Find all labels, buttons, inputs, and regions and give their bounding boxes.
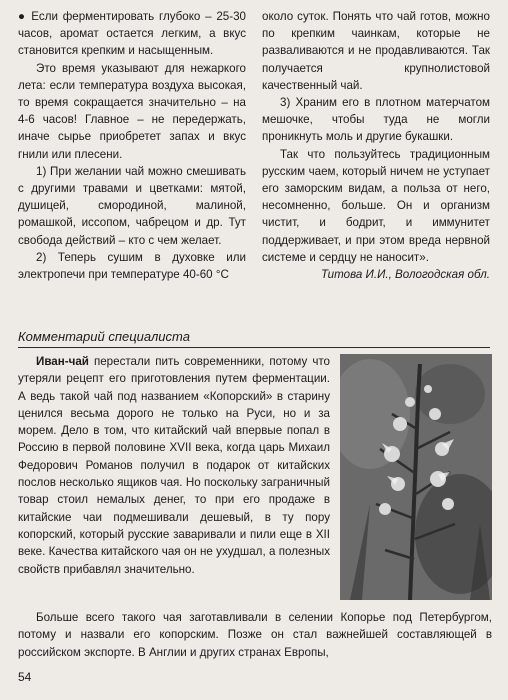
paragraph: около суток. Понять что чай готов, можно по крепким чаинкам, которые не разваливаются и не продавливаются. Так получается крупнолистовой качественный чай. <box>262 10 490 92</box>
fireweed-photo <box>340 354 492 600</box>
paragraph: 2) Теперь сушим в духовке или электропечи при температуре 40-60 °С <box>18 250 246 282</box>
paragraph: Так что пользуйтесь традиционным русским чаем, который ничем не уступает его заморским видам, а польза от него, несомненно, больше. Он и организм чистит, и бодрит, и иммунитет поддерживает, и при этом вреда нервной системе и сердцу не наносит». <box>262 147 490 264</box>
paragraph-text: перестали пить современники, потому что утеряли рецепт его приготовления путем ферментации. А ведь такой чай под названием «Копорский» в старину ценился весьма дорого не только на Руси, но и за морем. Дело в том, что китайский чай впервые попал в Россию в первой половине XVII века, когда царь Михаил Федорович Романов получил в подарок от китайских послов несколько ящиков чая. Но поскольку заграничный товар стоил немалых денег, то при его продаже в китайские чаи подмешивали дешевый, в ту пору копорский, который русские заваривали и пили еще в XII веке. Качества китайского чая он не ухудшал, а полезных свойств прибавлял значительно. <box>18 355 330 576</box>
right-column <box>262 8 490 283</box>
paragraph <box>18 353 330 578</box>
left-column <box>18 8 246 283</box>
article-continuation <box>18 609 492 661</box>
paragraph: ● Если ферментировать глубоко – 25-30 часов, аромат остается легким, а вкус становится крепким и насыщенным. <box>18 10 246 58</box>
paragraph: Больше всего такого чая заготавливали в селении Копорье под Петербургом, потому и назвали его копорским. Позже он стал важнейшей составляющей в российском экспорте. В Англии и других странах Европы, <box>18 611 492 659</box>
article-body <box>18 353 330 578</box>
fireweed-image <box>340 354 492 600</box>
page-number: 54 <box>18 670 32 684</box>
paragraph: 1) При желании чай можно смешивать с другими травами и цветками: мятой, душицей, смородиной, малиной, ромашкой, иссопом, чабрецом и др. Тут свобода действий – кто с чем желает. <box>18 164 246 247</box>
section-heading: Комментарий специалиста <box>18 329 490 348</box>
lead-term: Иван-чай <box>36 355 89 368</box>
paragraph: 3) Храним его в плотном матерчатом мешочке, чтобы туда не могли проникнуть моль и другие букашки. <box>262 96 490 144</box>
paragraph: Это время указывают для нежаркого лета: если температура воздуха высокая, то время сокращается значительно – на 4-6 часов! Главное – не передержать, иначе сырье приобретет запах и вкус гнили или плесени. <box>18 61 246 161</box>
author-signature: Титова И.И., Вологодская обл. <box>320 268 490 282</box>
